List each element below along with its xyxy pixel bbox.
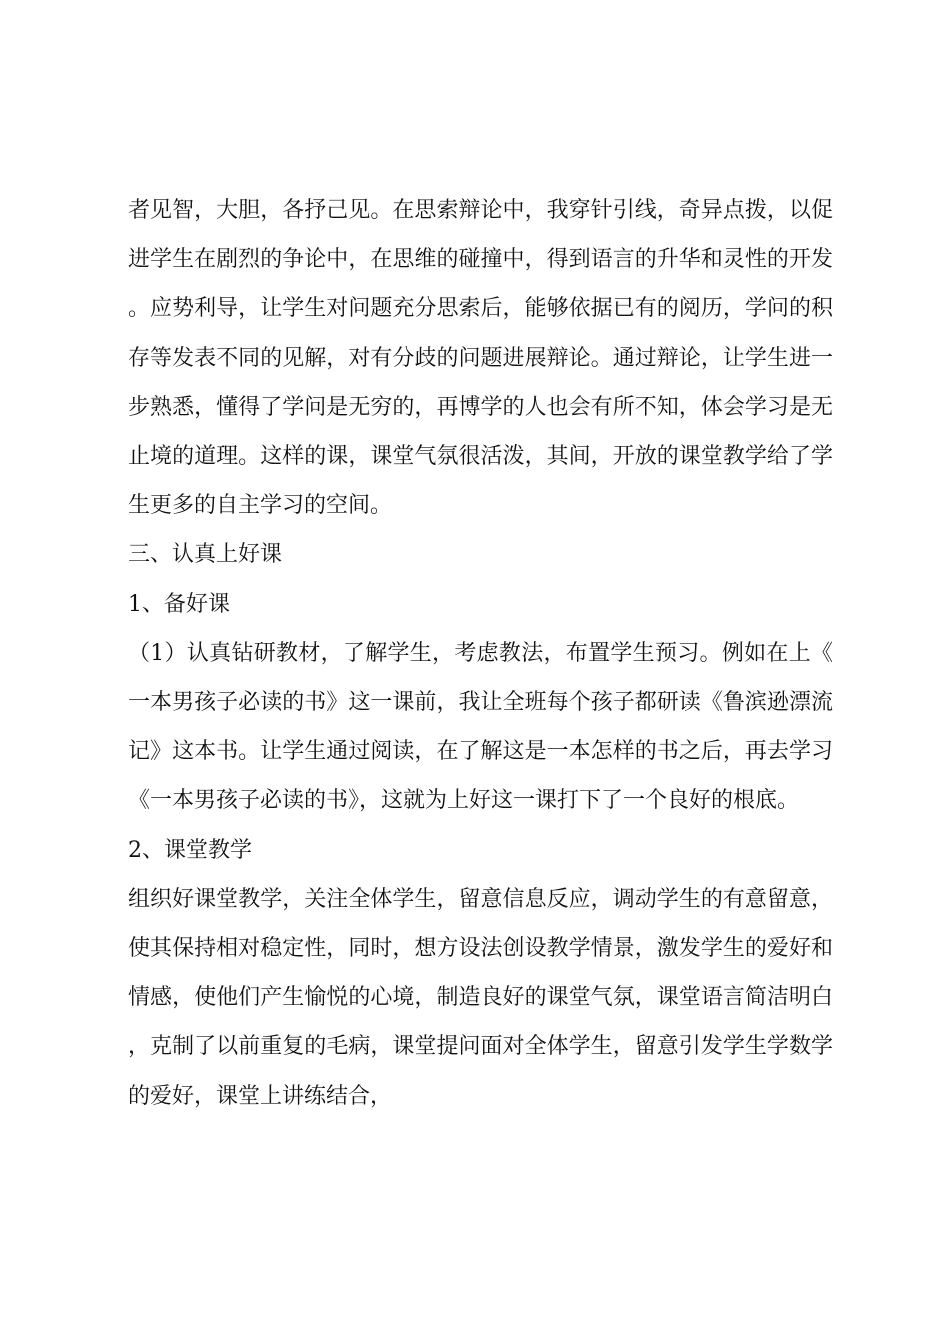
document-body	[128, 186, 833, 1121]
subsection-heading-prepare: 1、备好课	[128, 591, 230, 617]
subsection-heading-classroom: 2、课堂教学	[128, 837, 252, 863]
paragraph-prepare-lesson: （1）认真钻研教材，了解学生，考虑教法，布置学生预习。例如在上《一本男孩子必读的书》这一课前，我让全班每个孩子都研读《鲁滨逊漂流记》这本书。让学生通过阅读，在了解这是一本怎样的书之后，再去学习《一本男孩子必读的书》，这就为上好这一课打下了一个良好的根底。	[128, 640, 833, 814]
section-heading-teach-well: 三、认真上好课	[128, 542, 283, 568]
paragraph-classroom-teaching: 组织好课堂教学，关注全体学生，留意信息反应，调动学生的有意留意，使其保持相对稳定性，同时，想方设法创设教学情景，激发学生的爱好和情感，使他们产生愉悦的心境，制造良好的课堂气氛，课堂语言简洁明白，克制了以前重复的毛病，课堂提问面对全体学生，留意引发学生学数学的爱好，课堂上讲练结合，	[128, 886, 833, 1109]
paragraph-discussion: 者见智，大胆，各抒己见。在思索辩论中，我穿针引线，奇异点拨，以促进学生在剧烈的争论中，在思维的碰撞中，得到语言的升华和灵性的开发。应势利导，让学生对问题充分思索后，能够依据已有的阅历，学问的积存等发表不同的见解，对有分歧的问题进展辩论。通过辩论，让学生进一步熟悉，懂得了学问是无穷的，再博学的人也会有所不知，体会学习是无止境的道理。这样的课，课堂气氛很活泼，其间，开放的课堂教学给了学生更多的自主学习的空间。	[128, 198, 833, 519]
